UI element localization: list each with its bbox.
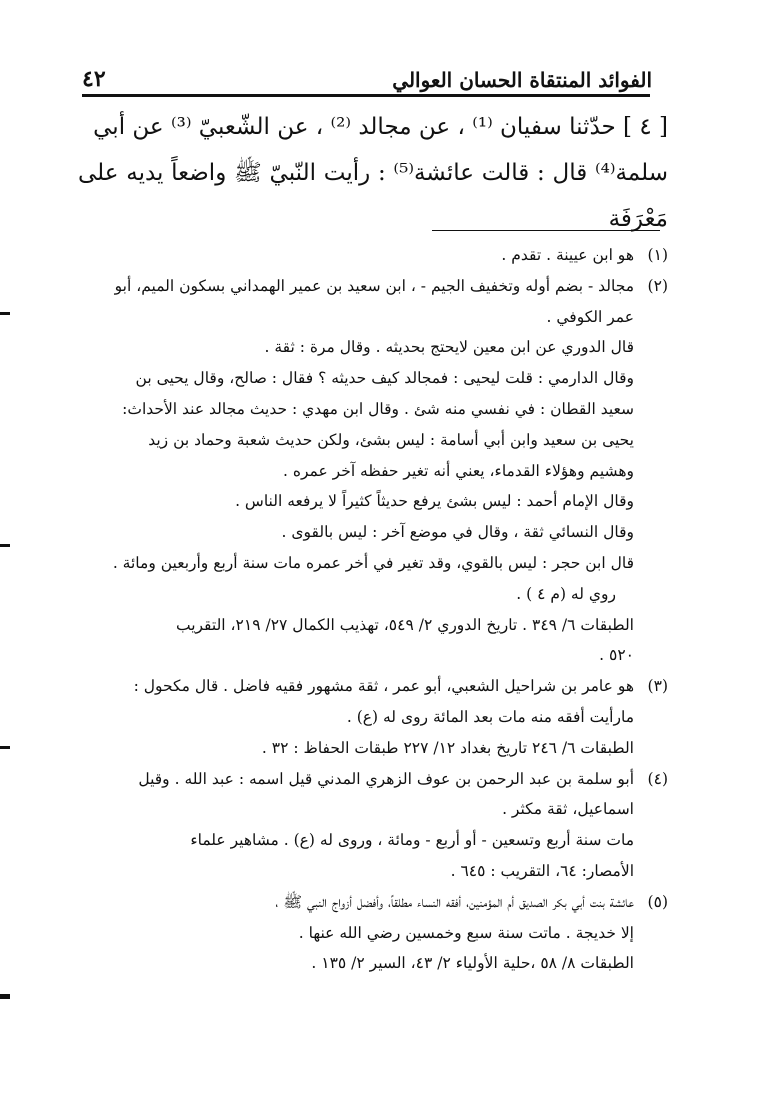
header-rule: [82, 94, 650, 97]
footnote-number: (٥): [647, 892, 668, 911]
footnote-line: هو عامر بن شراحيل الشعبي، أبو عمر ، ثقة مشهور فقيه فاضل . قال مكحول :: [133, 677, 634, 696]
footnote-line: وقال الدارمي : قلت ليحيى : فمجالد كيف حديثه ؟ فقال : صالح، وقال يحيى بن: [135, 369, 634, 388]
footnote-5: [70, 887, 668, 979]
footnote-line: هو ابن عيينة . تقدم .: [501, 246, 634, 264]
footnote-number: (١): [647, 246, 668, 264]
footnote-line: عائشة بنت أبي بكر الصديق أم المؤمنين، أفقه النساء مطلقاً، وأفضل أزواج النبي ﷺ ،: [275, 892, 634, 911]
footnote-line: قال ابن حجر : ليس بالقوي، وقد تغير في أخر عمره مات سنة أربع وأربعين ومائة .: [112, 553, 634, 572]
footnote-line: مارأيت أفقه منه مات بعد المائة روى له (ع) .: [346, 707, 634, 726]
hadith-line: سلمة⁽⁴⁾ قال : قالت عائشة⁽⁵⁾ : رأيت النّبيّ ﷺ واضعاً يديه على مَعْرَفَة: [78, 160, 668, 232]
scan-edge-mark: [0, 544, 10, 547]
footnote-line: وقال النسائي ثقة ، وقال في موضع آخر : ليس بالقوى .: [281, 523, 634, 542]
scan-edge-mark: [0, 312, 10, 315]
footnote-line: وهشيم وهؤلاء القدماء، يعني أنه تغير حفظه آخر عمره .: [283, 461, 634, 480]
footnote-number: (٢): [647, 276, 668, 295]
hadith-line: [ ٤ ] حدّثنا سفيان ⁽¹⁾ ، عن مجالد ⁽²⁾ ، عن الشّعبيّ ⁽³⁾ عن أبي: [93, 114, 668, 140]
footnote-line: وقال الإمام أحمد : ليس بشئ يرفع حديثاً كثيراً لا يرفعه الناس .: [235, 492, 634, 511]
footnote-line: روي له (م ٤ ) .: [516, 584, 616, 603]
footnote-line: إلا خديجة . ماتت سنة سبع وخمسين رضي الله عنها .: [298, 923, 634, 942]
footnote-line: أبو سلمة بن عبد الرحمن بن عوف الزهري المدني قيل اسمه : عبد الله . وقيل: [138, 769, 634, 788]
footnote-3: [70, 671, 668, 763]
footnote-line: مات سنة أربع وتسعين - أو أربع - ومائة ، وروى له (ع) . مشاهير علماء: [190, 831, 634, 850]
footnote-line: الطبقات ٦/ ٢٤٦ تاريخ بغداد ١٢/ ٢٢٧ طبقات الحفاظ : ٣٢ .: [261, 738, 634, 757]
running-header: [82, 52, 652, 92]
footnote-2: [70, 271, 668, 671]
footnote-line: الطبقات ٨/ ٥٨ ،حلية الأولياء ٢/ ٤٣، السير ٢/ ١٣٥ .: [311, 954, 634, 973]
scan-edge-mark: [0, 746, 10, 749]
footnote-separator: [432, 230, 660, 231]
footnote-1: [70, 240, 668, 271]
footnote-line: ٥٢٠ .: [599, 646, 634, 665]
footnote-line: سعيد القطان : في نفسي منه شئ . وقال ابن مهدي : حديث مجالد عند الأحداث:: [122, 399, 634, 418]
footnote-number: (٤): [647, 769, 668, 788]
scan-edge-mark: [0, 994, 10, 999]
footnote-line: الأمصار: ٦٤، التقريب : ٦٤٥ .: [450, 861, 634, 880]
footnote-line: يحيى بن سعيد وابن أبي أسامة : ليس بشئ، ولكن حديث شعبة وحماد بن زيد: [148, 430, 634, 449]
footnote-line: عمر الكوفي .: [546, 307, 634, 326]
hadith-text: [78, 104, 668, 242]
footnote-line: الطبقات ٦/ ٣٤٩ . تاريخ الدوري ٢/ ٥٤٩، تهذيب الكمال ٢٧/ ٢١٩، التقريب: [175, 615, 634, 634]
page-number: ٤٢: [82, 66, 106, 92]
footnote-number: (٣): [647, 677, 668, 696]
footnote-4: [70, 764, 668, 887]
running-title: الفوائد المنتقاة الحسان العوالي: [392, 68, 652, 92]
footnote-line: قال الدوري عن ابن معين لايحتج بحديثه . وقال مرة : ثقة .: [264, 338, 634, 357]
footnote-line: اسماعيل، ثقة مكثر .: [502, 800, 634, 819]
footnotes: [70, 240, 668, 979]
footnote-line: مجالد - بضم أوله وتخفيف الجيم - ، ابن سعيد بن عمير الهمداني بسكون الميم، أبو: [114, 276, 634, 295]
